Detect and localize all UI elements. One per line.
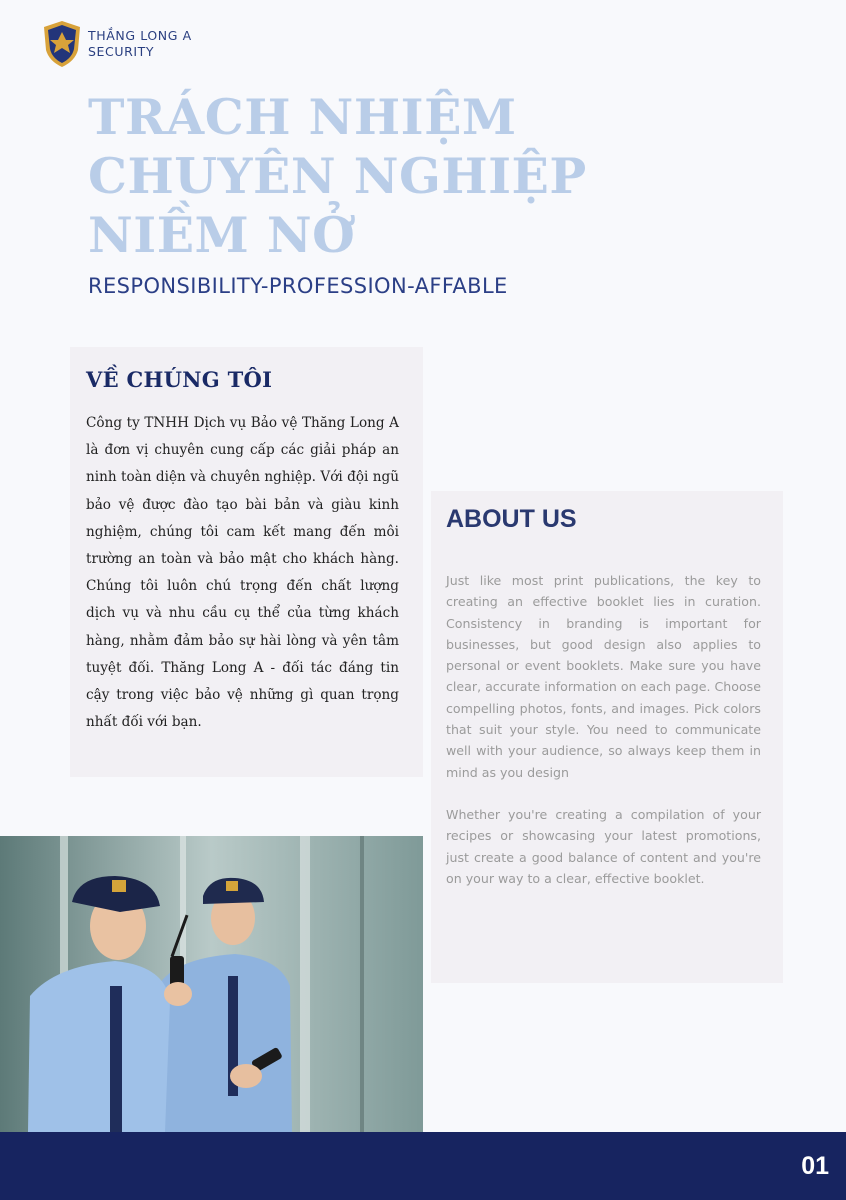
hero-line: CHUYÊN NGHIỆP bbox=[88, 147, 587, 205]
about-vi-card bbox=[70, 347, 423, 777]
about-en-paragraph: Whether you're creating a compilation of your recipes or showcasing your latest promotions, just create a good balance of content and you're on your way to a clear, effective booklet. bbox=[446, 806, 761, 886]
footer-bar bbox=[0, 1132, 846, 1200]
hero-heading bbox=[88, 88, 587, 265]
shield-logo-icon bbox=[42, 20, 82, 68]
about-vi-body: Công ty TNHH Dịch vụ Bảo vệ Thăng Long A là đơn vị chuyên cung cấp các giải pháp an ninh toàn diện và chuyên nghiệp. Với đội ngũ bảo vệ được đào tạo bài bản và giàu kinh nghiệm, chúng tôi cam kết mang đến môi trường an toàn và bảo mật cho khách hàng. Chúng tôi luôn chú trọng đến chất lượng dịch vụ và nhu cầu cụ thể của từng khách hàng, nhằm đảm bảo sự hài lòng và yên tâm tuyệt đối. Thăng Long A - đối tác đáng tin cậy trong việc bảo vệ những gì quan trọng nhất đối với bạn. bbox=[86, 415, 399, 731]
about-en-title: ABOUT US bbox=[446, 505, 577, 533]
hero-line: TRÁCH NHIỆM bbox=[88, 88, 517, 146]
about-en-paragraph: Just like most print publications, the key to creating an effective booklet lies in curation. Consistency in branding is important for businesses, but good design also applies to personal or event booklets. Make sure you have clear, accurate information on each page. Choose compelling photos, fonts, and images. Pick colors that suit your style. You need to communicate well with your audience, so always keep them in mind as you design bbox=[446, 573, 761, 780]
security-guards-photo bbox=[0, 836, 423, 1132]
hero-line: NIỀM NỞ bbox=[88, 206, 356, 264]
company-logo bbox=[42, 20, 192, 68]
about-en-card bbox=[431, 491, 783, 983]
about-vi-title: VỀ CHÚNG TÔI bbox=[86, 367, 273, 392]
brand-name-line2: SECURITY bbox=[88, 44, 155, 59]
tagline: RESPONSIBILITY-PROFESSION-AFFABLE bbox=[88, 274, 508, 298]
brand-name-line1: THẮNG LONG A bbox=[88, 28, 192, 43]
guards-illustration-icon bbox=[0, 836, 423, 1132]
page-number: 01 bbox=[801, 1152, 829, 1180]
